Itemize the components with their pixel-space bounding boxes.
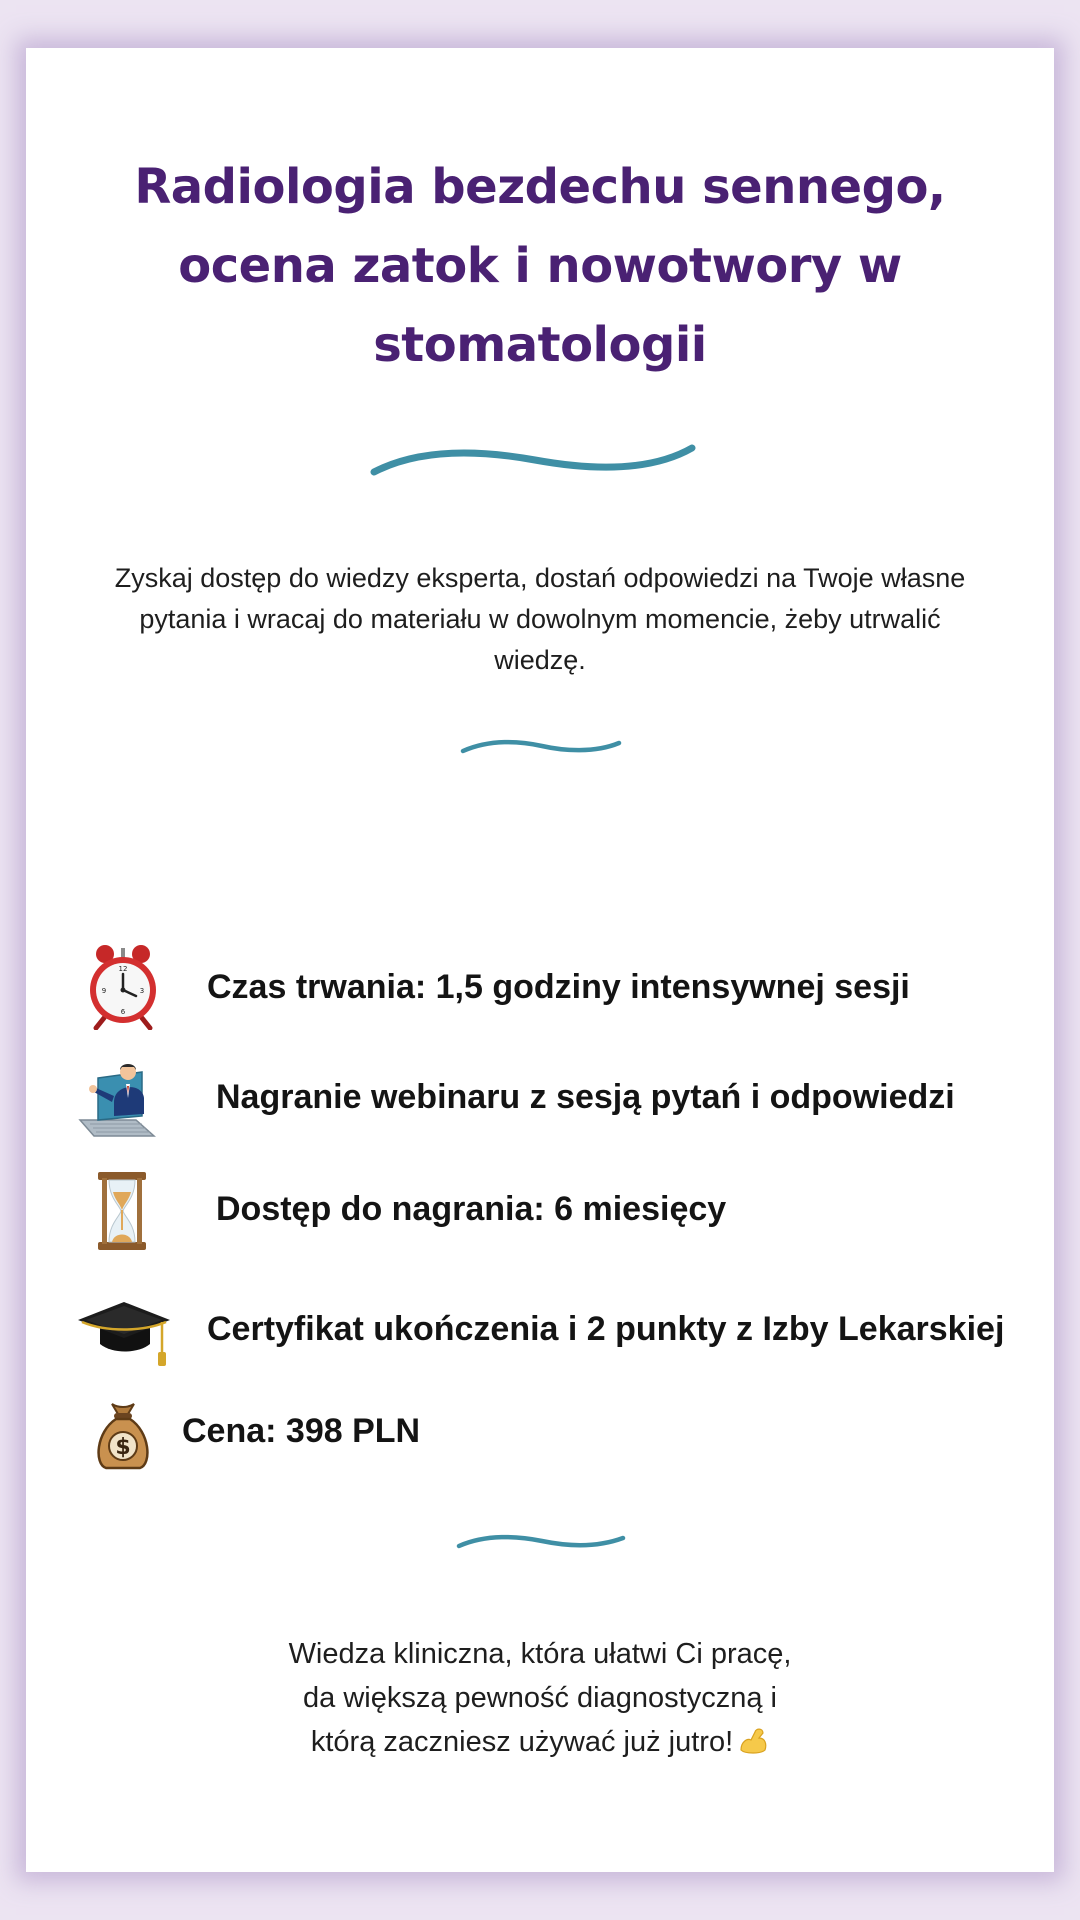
alarm-clock-icon [86,944,160,1030]
graduation-cap-icon [76,1298,172,1368]
outro-line-1: Wiedza kliniczna, która ułatwi Ci pracę, [288,1638,792,1670]
page-title: Radiologia bezdechu sennego, ocena zatok i nowotwory w stomatologii [134,159,946,373]
webinar-laptop-icon [76,1058,158,1142]
flexed-biceps-icon [737,1724,769,1756]
hourglass-icon [96,1170,148,1252]
money-bag-icon [92,1398,154,1472]
outro-text [190,1632,890,1764]
feature-price: Cena: 398 PLN [182,1412,421,1450]
svg-text:6: 6 [120,1008,126,1016]
svg-text:12: 12 [118,965,128,973]
feature-recording: Nagranie webinaru z sesją pytań i odpowiedzi [216,1078,955,1116]
wave-divider-top [370,440,696,480]
wave-divider-bottom [456,1530,626,1554]
feature-certificate: Certyfikat ukończenia i 2 punkty z Izby Lekarskiej [207,1310,1005,1348]
outro-line-2: da większą pewność diagnostyczną i [303,1682,777,1714]
outro-line-3-wrapper [190,1720,890,1764]
intro-text: Zyskaj dostęp do wiedzy eksperta, dostań odpowiedzi na Twoje własne pytania i wracaj do materiału w dowolnym momencie, żeby utrwalić wiedzę. [114,563,966,675]
feature-access: Dostęp do nagrania: 6 miesięcy [216,1190,727,1228]
svg-text:9: 9 [101,987,107,995]
outro-line-3: którą zaczniesz używać już jutro! [310,1726,734,1758]
svg-text:3: 3 [139,987,145,995]
svg-text:$: $ [115,1435,131,1460]
feature-duration: Czas trwania: 1,5 godziny intensywnej sesji [207,968,910,1006]
wave-divider-middle [460,735,622,759]
